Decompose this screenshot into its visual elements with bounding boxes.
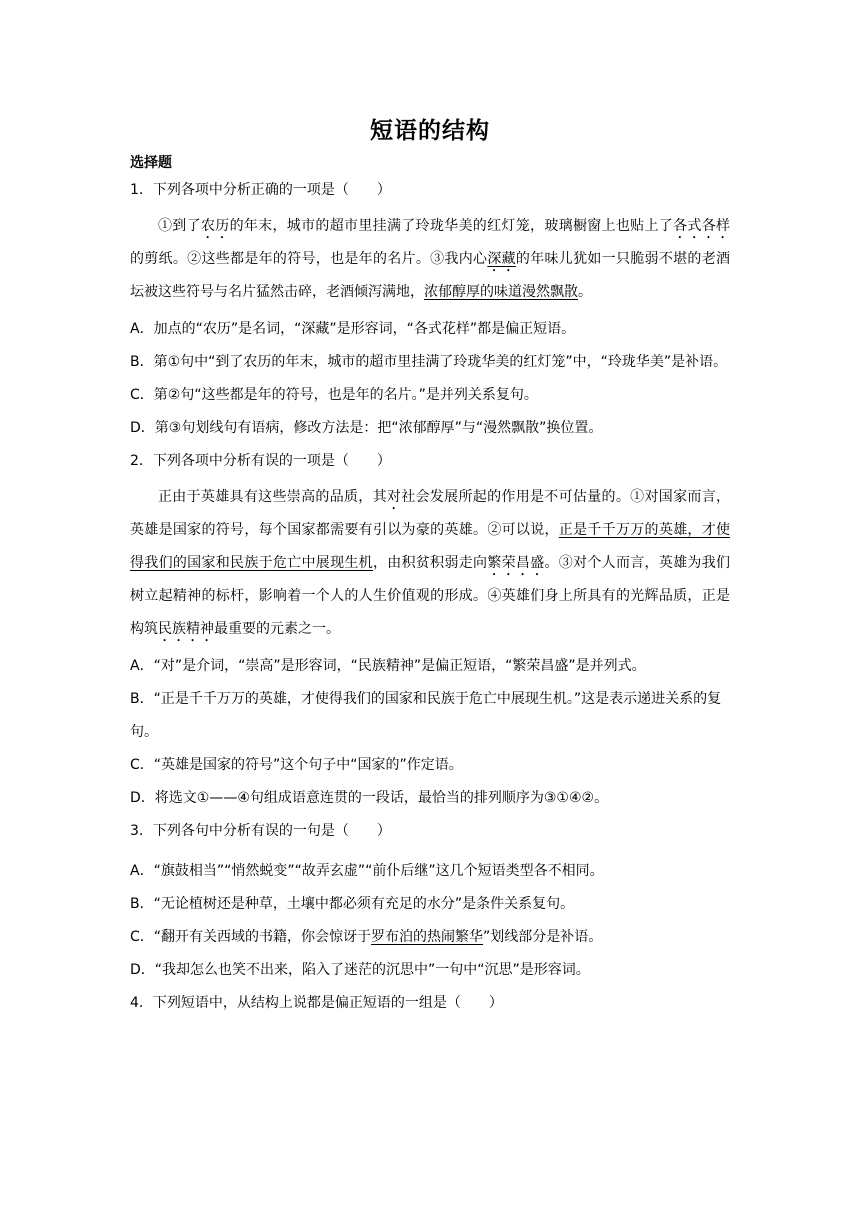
emphasized-term: 民族精神 [158,621,214,637]
question-stem: 4．下列短语中，从结构上说都是偏正短语的一组是（ ） [130,995,503,1011]
underlined-phrase: 正是千千万万的英雄，才使得我们的国家和民族于危亡中展现生机 [130,522,731,571]
question-passage [130,210,730,309]
text-run: 社会发展所起的作用是不可估量的。①对国家而言，英雄是国家的符号，每个国家都需要有引以为豪的英雄。②可以说， [130,489,731,538]
text-run: 正由于英雄具有这些崇高的品质，其 [158,489,387,505]
question-2 [130,451,730,815]
emphasized-term: 农历 [200,218,230,234]
text-run: D．“我却怎么也笑不出来，陷入了迷茫的沉思中”一句中“沉思”是形容词。 [130,962,590,978]
option-c [130,921,730,954]
option-c: C．第②句“这些都是年的符号，也是年的名片。”是并列关系复句。 [130,387,538,403]
emphasized-term: 对 [386,489,402,505]
emphasized-underlined-term: 深藏 [487,251,516,267]
option-a: A．加点的“农历”是名词，“深藏”是形容词，“各式花样”都是偏正短语。 [130,321,576,337]
text-run: ，由积贫积弱走向 [372,555,488,571]
section-heading: 选择题 [130,155,172,171]
text-run: ”划线部分是补语。 [483,929,603,945]
question-stem: 3．下列各句中分析有误的一句是（ ） [130,823,391,839]
option-d: D．第③句划线句有语病，修改方法是：把“浓郁醇厚”与“漫然飘散”换位置。 [130,420,603,436]
option-b: B．第①句中“到了农历的年末，城市的超市里挂满了玲珑华美的红灯笼”中，“玲珑华美”是补语。 [130,354,728,370]
question-stem: 2．下列各项中分析有误的一项是（ ） [130,453,391,469]
text-run: 的剪纸。②这些都是年的符号，也是年的名片。③我内心 [130,251,488,267]
text-run: 。 [578,284,592,300]
option-b [130,888,730,921]
underlined-phrase: 罗布泊的热闹繁华 [371,929,484,945]
text-run: 的年味儿犹如一只脆弱不堪的老酒坛被这些符号与名片猛然击碎，老酒倾泻满地， [130,251,731,300]
question-4 [130,993,730,1013]
text-run: 最重要的元素之一。 [214,621,340,637]
option-c: C．“英雄是国家的符号”这个句子中“国家的”作定语。 [130,757,463,773]
option-a [130,855,730,888]
text-run: 。③对个人而言，英雄为我们树立起精神的标杆，影响着一个人的人生价值观的形成。④英雄们身上所具有的光辉品质，正是构筑 [130,555,731,637]
option-b: B．“正是千千万万的英雄，才使得我们的国家和民族于危亡中展现生机。”这是表示递进关系的复句。 [130,691,722,740]
emphasized-term: 各式各样 [673,218,731,234]
text-run: C．“翻开有关西域的书籍，你会惊讶于 [130,929,372,945]
underlined-phrase: 浓郁醇厚的味道漫然飘散 [424,284,578,300]
question-3 [130,821,730,987]
question-passage [130,481,730,646]
option-d [130,954,730,987]
emphasized-term: 繁荣昌盛 [487,555,545,571]
text-run: 的年末，城市的超市里挂满了玲珑华美的红灯笼，玻璃橱窗上也贴上了 [229,218,674,234]
page-title: 短语的结构 [370,118,490,144]
question-list [130,180,730,1027]
question-stem: 1．下列各项中分析正确的一项是（ ） [130,182,391,198]
question-1 [130,180,730,445]
option-d: D．将选文①——④句组成语意连贯的一段话，最恰当的排列顺序为③①④②。 [130,790,609,806]
option-a: A．“对”是介词，“崇高”是形容词，“民族精神”是偏正短语，“繁荣昌盛”是并列式。 [130,658,646,674]
text-run: A．“旗鼓相当”“悄然蜕变”“故弄玄虚”“前仆后继”这几个短语类型各不相同。 [130,863,604,879]
text-run: B．“无论植树还是种草，土壤中都必须有充足的水分”是条件关系复句。 [130,896,575,912]
text-run: ①到了 [158,218,201,234]
